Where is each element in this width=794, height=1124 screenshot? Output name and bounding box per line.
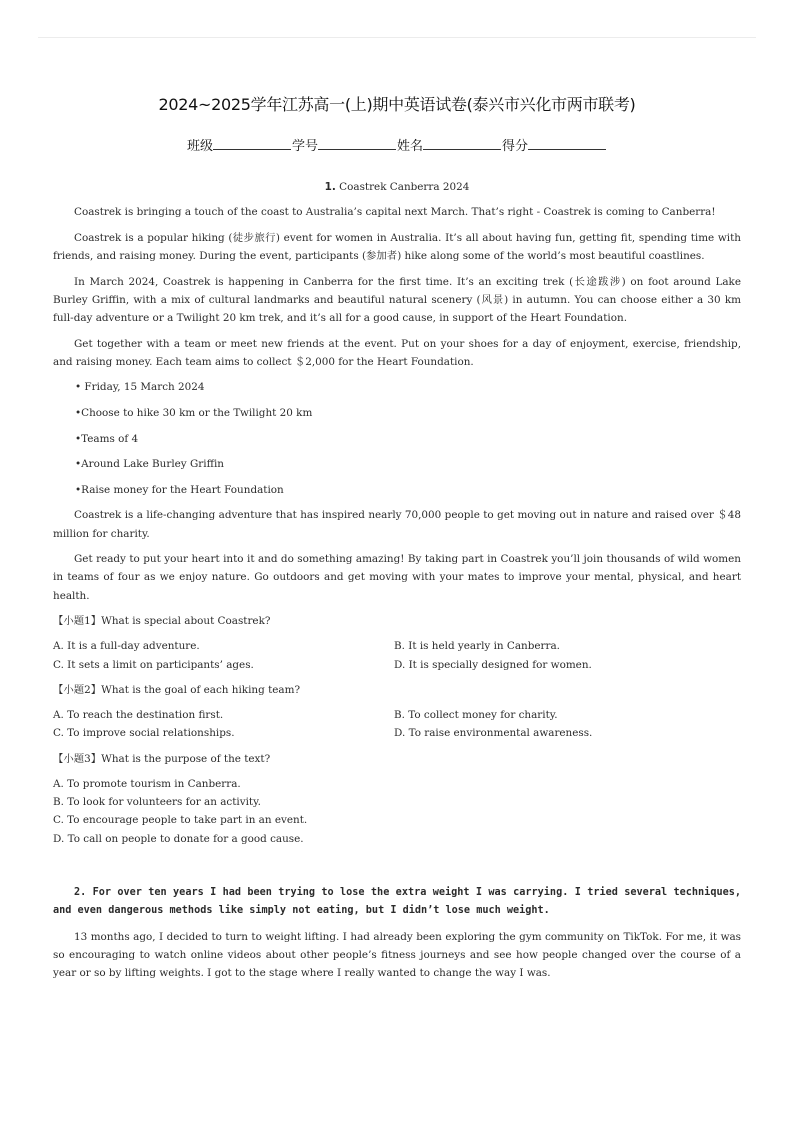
passage-paragraph: 13 months ago, I decided to turn to weight lifting. I had already been exploring the gym community on TikTok. For me, it was so encouraging to watch online videos about other people’s fitness journeys and see how people changed over the course of a year or so by lifting weights. I got to the stage where I really wanted to change the way I was. — [53, 930, 741, 980]
top-divider — [38, 37, 756, 38]
option-d[interactable]: D. It is specially designed for women. — [394, 658, 592, 671]
class-label: 班级 — [186, 139, 213, 154]
sub-question-3: 【小题3】What is the purpose of the text? — [53, 752, 271, 765]
passage-paragraph: Coastrek is bringing a touch of the coast to Australia’s capital next March. That’s right - Coastrek is coming to Canberra! — [74, 206, 716, 219]
name-field — [397, 135, 502, 154]
question-2-heading: 2. For over ten years I had been trying to lose the extra weight I was carrying. I tried several techniques, and even dangerous methods like simply not eating, but I didn’t lose much weight. — [53, 886, 741, 917]
page-title: 2024~2025学年江苏高一(上)期中英语试卷(泰兴市兴化市两市联考) — [158, 95, 636, 114]
option-c[interactable]: C. To improve social relationships. — [53, 727, 235, 740]
bullet-item: •Around Lake Burley Griffin — [75, 458, 224, 471]
sub-question-3-options — [53, 775, 741, 848]
option-b[interactable]: B. To collect money for charity. — [394, 709, 558, 722]
bullet-item: •Teams of 4 — [75, 432, 139, 445]
question-1-title: Coastrek Canberra 2024 — [339, 181, 470, 193]
passage-paragraph: Get ready to put your heart into it and do something amazing! By taking part in Coastrek you’ll join thousands of wild women in teams of four as we enjoy nature. Go outdoors and get moving with your mates to improve your mental, physical, and heart health. — [53, 553, 741, 602]
class-field — [187, 135, 292, 154]
score-field — [502, 135, 607, 154]
class-blank[interactable] — [213, 138, 291, 150]
option-a[interactable]: A. To reach the destination first. — [53, 709, 224, 722]
passage-paragraph: Coastrek is a popular hiking (徒步旅行) event for women in Australia. It’s all about having fun, getting fit, spending time with friends, and raising money. During the event, participants (参加者) hike along some of the world’s most beautiful coastlines. — [53, 231, 741, 262]
sub-question-1-options — [53, 637, 741, 673]
question-1-heading — [53, 178, 741, 196]
passage-paragraph: Coastrek is a life-changing adventure that has inspired nearly 70,000 people to get moving out in nature and raised over ＄48 million for charity. — [53, 509, 741, 540]
exam-content — [53, 178, 741, 990]
score-label: 得分 — [502, 139, 529, 154]
option-a[interactable]: A. To promote tourism in Canberra. — [53, 777, 241, 790]
bullet-item: •Choose to hike 30 km or the Twilight 20 km — [75, 406, 313, 419]
sub-question-2-options — [53, 706, 741, 742]
bullet-item: • Friday, 15 March 2024 — [75, 381, 205, 394]
bullet-item: •Raise money for the Heart Foundation — [75, 483, 284, 496]
name-blank[interactable] — [423, 138, 501, 150]
option-c[interactable]: C. To encourage people to take part in an event. — [53, 814, 308, 827]
option-b[interactable]: B. To look for volunteers for an activity. — [53, 796, 261, 809]
name-label: 姓名 — [397, 139, 424, 154]
sub-question-1: 【小题1】What is special about Coastrek? — [53, 615, 271, 628]
option-d[interactable]: D. To raise environmental awareness. — [394, 727, 593, 740]
student-number-label: 学号 — [291, 139, 318, 154]
score-blank[interactable] — [528, 138, 606, 150]
option-d[interactable]: D. To call on people to donate for a good cause. — [53, 832, 304, 845]
student-info-line — [0, 135, 794, 154]
option-b[interactable]: B. It is held yearly in Canberra. — [394, 640, 560, 653]
passage-paragraph: Get together with a team or meet new friends at the event. Put on your shoes for a day of enjoyment, exercise, friendship, and raising money. Each team aims to collect ＄2,000 for the Heart Foundation. — [53, 337, 741, 368]
student-number-blank[interactable] — [318, 138, 396, 150]
option-a[interactable]: A. It is a full-day adventure. — [53, 640, 200, 653]
question-1-number: 1. — [324, 181, 336, 193]
option-c[interactable]: C. It sets a limit on participants’ ages. — [53, 658, 254, 671]
passage-paragraph: In March 2024, Coastrek is happening in Canberra for the first time. It’s an exciting trek (长途跋涉) on foot around Lake Burley Griffin, with a mix of cultural landmarks and beautiful natural scenery (风景) in autumn. You can choose either a 30 km full-day adventure or a Twilight 20 km trek, and it’s all for a good cause, in support of the Heart Foundation. — [53, 275, 741, 324]
student-number-field — [292, 135, 397, 154]
sub-question-2: 【小题2】What is the goal of each hiking team? — [53, 683, 301, 696]
